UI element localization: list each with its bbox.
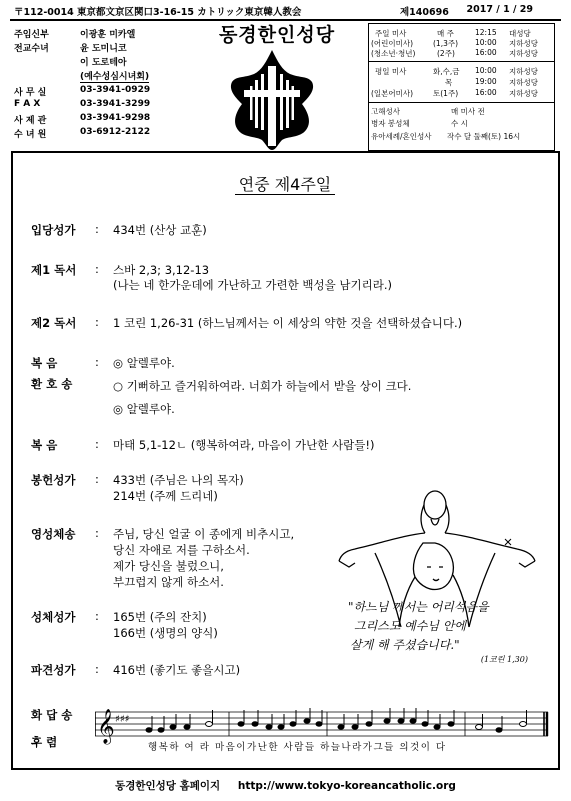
svg-text:♯♯♯: ♯♯♯ (115, 714, 130, 725)
gospel-label: 복 음 (31, 438, 58, 452)
offertory-hymn: 433번 (주님은 나의 목자) (113, 473, 244, 487)
quote-line: 그리스도 예수님 안에 (354, 619, 466, 633)
communion-line: 제가 당신을 불렀으니, (113, 559, 224, 573)
first-reading-ref: 스바 2,3; 3,12-13 (113, 263, 210, 277)
recessional-hymn-label: 파견성가 (31, 663, 76, 677)
gospel-acclamation-label-2: 환 호 송 (31, 377, 73, 391)
mass-schedule: 주일 미사 매 주 12:15 대성당 (어린이미사) (1,3주) 10:00 지하성당 (청소년·청년) (2주) 16:00 지하성당 평일 미사 화,수,금 10:00 지하성당 목 19:00 지하성당 (일본어미사) 토(1주) 16:00 지하성당 고해성사 매 미사 전 병자 봉성체 수 시 유아세례/혼인성사 작수 달 둘째(토) 16시 (368, 23, 555, 151)
communion-line: 부끄럽지 않게 하소서. (113, 575, 224, 589)
gospel-reading: 마태 5,1-12ㄴ (행복하여라, 마음이 가난한 사람들!) (113, 438, 375, 452)
gospel-acclamation-label: 복 음 (31, 356, 58, 370)
communion-hymn: 166번 (생명의 양식) (113, 626, 218, 640)
offertory-hymn-label: 봉헌성가 (31, 473, 76, 487)
masthead-line (10, 4, 561, 18)
homepage-link[interactable]: http://www.tokyo-koreancatholic.org (237, 780, 456, 792)
parish-title: 동경한인성당 (218, 24, 336, 46)
communion-hymn: 165번 (주의 잔치) (113, 610, 207, 624)
communion-line: 주님, 당신 얼굴 이 종에게 비추시고, (113, 527, 295, 541)
entrance-hymn: 434번 (산상 교훈) (113, 223, 207, 237)
footer-label: 동경한인성당 홈페이지 (115, 780, 221, 792)
offertory-hymn: 214번 (주께 드리네) (113, 489, 218, 503)
quote-source: (1코린 1,30) (480, 655, 528, 664)
communion-line: 당신 자애로 저를 구하소서. (113, 543, 250, 557)
acclamation-line: ◎ 알렐루야. (113, 356, 175, 370)
second-reading-label: 제2 독서 (31, 316, 77, 330)
cross-logo-icon (228, 48, 316, 152)
week-title: 연중 제4주일 (200, 172, 370, 195)
quote-line: "하느님 께서는 어리석음을 (348, 600, 489, 614)
first-reading-summary: (나는 네 한가운데에 가난하고 가련한 백성을 남기리라.) (113, 278, 392, 292)
svg-text:𝄞: 𝄞 (97, 709, 115, 744)
scripture-quote (348, 598, 548, 665)
issue-number: 제140696 (400, 7, 449, 18)
communion-hymn-label: 성체성가 (31, 610, 76, 624)
psalm-refrain-label: 후 렴 (31, 735, 58, 749)
acclamation-line: ○ 기뻐하고 즐거워하여라. 너희가 하늘에서 받을 상이 크다. (113, 379, 412, 393)
refrain-lyrics: 행복하 여 라 마음이가난한 사람들 하늘나라가그들 의것이 다 (148, 742, 447, 753)
liturgy-frame (11, 151, 560, 770)
psalm-response-label: 화 답 송 (31, 708, 73, 722)
acclamation-line: ◎ 알렐루야. (113, 402, 175, 416)
first-reading-label: 제1 독서 (31, 263, 77, 277)
recessional-hymn: 416번 (좋기도 좋을시고) (113, 663, 241, 677)
communion-antiphon-label: 영성체송 (31, 527, 76, 541)
church-address: 〒112-0014 東京都文京区関口3-16-15 カトリック東京韓人教会 (14, 7, 302, 18)
second-reading: 1 코린 1,26-31 (하느님께서는 이 세상의 약한 것을 선택하셨습니다.) (113, 316, 463, 330)
quote-line: 살게 해 주셨습니다." (350, 638, 460, 652)
footer (10, 778, 561, 793)
entrance-hymn-label: 입당성가 (31, 223, 76, 237)
issue-date: 2017 / 1 / 29 (466, 4, 533, 15)
